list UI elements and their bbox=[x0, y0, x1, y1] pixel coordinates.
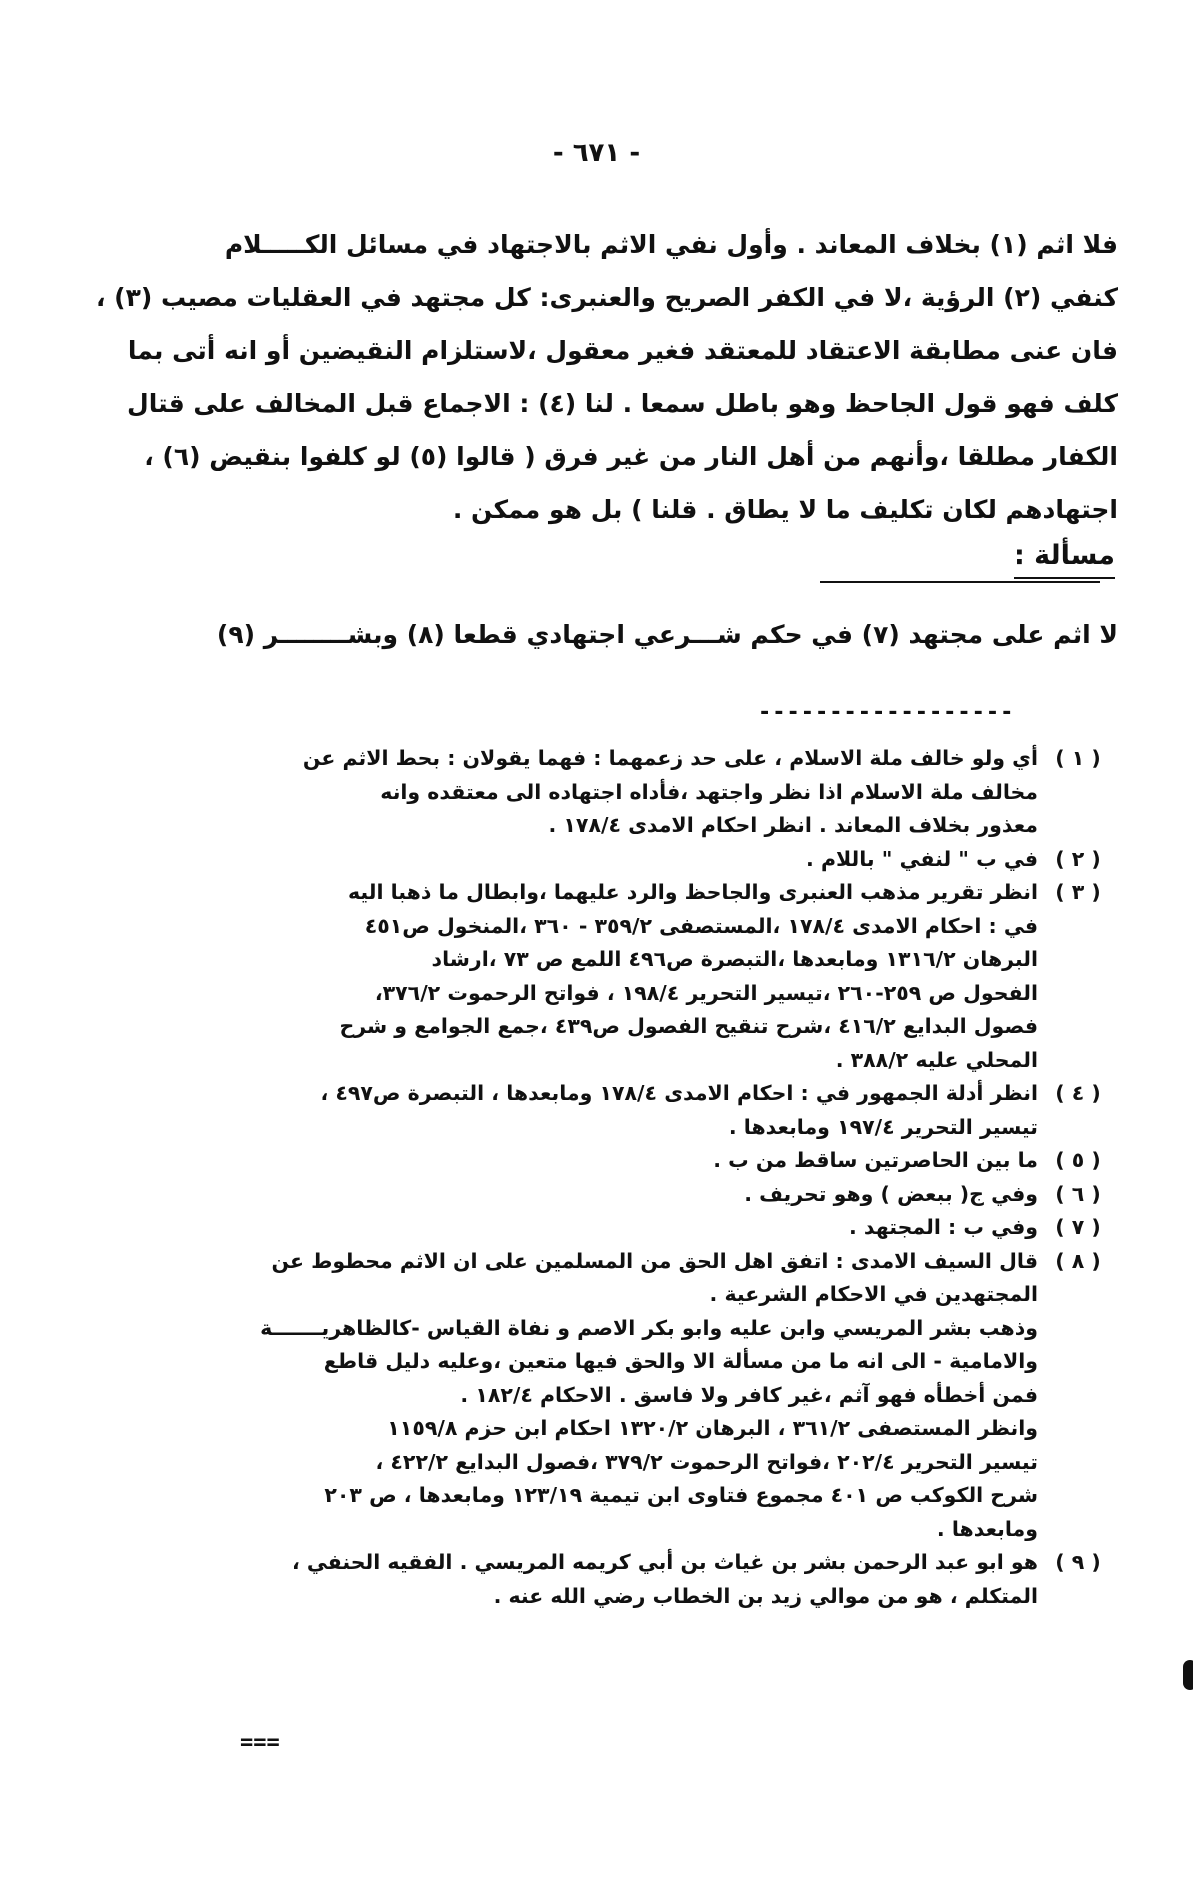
footnote-line: انظر أدلة الجمهور في : احكام الامدى ١٧٨/٤ ومابعدها ، التبصرة ص٤٩٧ ، bbox=[320, 1081, 1038, 1105]
footnote-text bbox=[58, 1245, 1038, 1547]
footnote-number: ( ٣ ) bbox=[1055, 880, 1101, 904]
footnote bbox=[58, 876, 1118, 1077]
footnote-text bbox=[58, 1077, 1038, 1144]
footnote-line: ما بين الحاصرتين ساقط من ب . bbox=[713, 1148, 1038, 1172]
body-line: كنفي (٢) الرؤية ،لا في الكفر الصريح والعنبرى: كل مجتهد في العقليات مصيب (٣) ، bbox=[95, 283, 1118, 312]
footnote-line: وذهب بشر المريسي وابن عليه وابو بكر الاصم و نفاة القياس -كالظاهريـــــــة bbox=[260, 1315, 1038, 1340]
footnote-line: البرهان ١٣١٦/٢ ومابعدها ،التبصرة ص٤٩٦ اللمع ص ٧٣ ،ارشاد bbox=[431, 947, 1038, 971]
footnote-line: في : احكام الامدى ١٧٨/٤ ،المستصفى ٣٥٩/٢ - ٣٦٠ ،المنخول ص٤٥١ bbox=[364, 913, 1038, 938]
footnote-line: انظر تقرير مذهب العنبرى والجاحظ والرد عليهما ،وابطال ما ذهبا اليه bbox=[347, 880, 1038, 904]
footnote-number: ( ٢ ) bbox=[1055, 846, 1101, 871]
footnote-number: ( ١ ) bbox=[1055, 746, 1101, 770]
footnote-text bbox=[58, 876, 1038, 1077]
footnote bbox=[58, 1077, 1118, 1144]
footnote-line: أي ولو خالف ملة الاسلام ، على حد زعمهما : فهما يقولان : بحط الاثم عن bbox=[302, 746, 1038, 770]
footnote-line: هو ابو عبد الرحمن بشر بن غياث بن أبي كريمه المريسي . الفقيه الحنفي ، bbox=[292, 1550, 1038, 1574]
footnote-line: تيسير التحرير ٢٠٢/٤ ،فواتح الرحموت ٣٧٩/٢ ،فصول البدايع ٤٢٢/٢ ، bbox=[375, 1449, 1038, 1474]
footnote bbox=[58, 1178, 1118, 1212]
issue-statement: لا اثم على مجتهد (٧) في حكم شـــرعي اجتهادي قطعا (٨) وبشــــــــر (٩) bbox=[216, 620, 1118, 649]
body-line: اجتهادهم لكان تكليف ما لا يطاق . قلنا ) بل هو ممكن . bbox=[452, 495, 1118, 524]
footnote-number: ( ٧ ) bbox=[1055, 1215, 1101, 1239]
footnote-line: ومابعدها . bbox=[936, 1516, 1038, 1541]
footnote-text bbox=[58, 1144, 1038, 1178]
footnote-line: وفي ب : المجتهد . bbox=[848, 1215, 1038, 1239]
footnote-number: ( ٥ ) bbox=[1055, 1148, 1101, 1172]
footnote-line: وفي ج( ببعض ) وهو تحريف . bbox=[744, 1181, 1038, 1206]
footnote bbox=[58, 843, 1118, 877]
footnote-line: وانظر المستصفى ٣٦١/٢ ، البرهان ١٣٢٠/٢ احكام ابن حزم ١١٥٩/٨ bbox=[387, 1416, 1038, 1440]
body-line: الكفار مطلقا ،وأنهم من أهل النار من غير فرق ( قالوا (٥) لو كلفوا بنقيض (٦) ، bbox=[144, 442, 1118, 471]
end-mark: === bbox=[240, 1730, 280, 1755]
footnote-line: فمن أخطأه فهو آثم ،غير كافر ولا فاسق . الاحكام ١٨٢/٤ . bbox=[460, 1382, 1038, 1407]
footnote-line: المتكلم ، هو من موالي زيد بن الخطاب رضي الله عنه . bbox=[493, 1583, 1038, 1608]
footnote bbox=[58, 1245, 1118, 1547]
body-line: فلا اثم (١) بخلاف المعاند . وأول نفي الاثم بالاجتهاد في مسائل الكـــــلام bbox=[224, 230, 1118, 259]
footnote-text bbox=[58, 742, 1038, 843]
footnote-line: مخالف ملة الاسلام اذا نظر واجتهد ،فأداه اجتهاده الى معتقده وانه bbox=[380, 779, 1038, 804]
footnote-text bbox=[58, 1211, 1038, 1245]
heading-underline bbox=[820, 581, 1100, 583]
footnote-line: فصول البدايع ٤١٦/٢ ،شرح تنقيح الفصول ص٤٣٩ ،جمع الجوامع و شرح bbox=[339, 1014, 1038, 1038]
footnote bbox=[58, 742, 1118, 843]
footnote-line: المحلي عليه ٣٨٨/٢ . bbox=[835, 1047, 1038, 1072]
footnote-line: شرح الكوكب ص ٤٠١ مجموع فتاوى ابن تيمية ١٢٣/١٩ ومابعدها ، ص ٢٠٣ bbox=[324, 1483, 1038, 1507]
footnotes bbox=[58, 742, 1118, 1613]
footnote-number: ( ٤ ) bbox=[1055, 1081, 1101, 1105]
footnote-text bbox=[58, 1178, 1038, 1212]
footnote-number: ( ٦ ) bbox=[1055, 1181, 1101, 1206]
footnote bbox=[58, 1546, 1118, 1613]
footnote-line: في ب " لنفي " باللام . bbox=[806, 846, 1038, 871]
page-number: - ٦٧١ - bbox=[552, 138, 641, 168]
scan-edge-mark bbox=[1183, 1660, 1193, 1690]
footnote-separator: ------------------ bbox=[758, 700, 1015, 725]
footnote-number: ( ٨ ) bbox=[1055, 1248, 1101, 1273]
footnote-text bbox=[58, 843, 1038, 877]
footnote-number: ( ٩ ) bbox=[1055, 1550, 1101, 1574]
footnote-line: معذور بخلاف المعاند . انظر احكام الامدى ١٧٨/٤ . bbox=[548, 813, 1038, 837]
footnote bbox=[58, 1144, 1118, 1178]
section-heading: مسألة : bbox=[1014, 540, 1115, 579]
footnote-line: المجتهدين في الاحكام الشرعية . bbox=[709, 1282, 1038, 1306]
body-line: كلف فهو قول الجاحظ وهو باطل سمعا . لنا (٤) : الاجماع قبل المخالف على قتال bbox=[127, 389, 1118, 418]
footnote-line: قال السيف الامدى : اتفق اهل الحق من المسلمين على ان الاثم محطوط عن bbox=[271, 1248, 1038, 1273]
footnote-line: تيسير التحرير ١٩٧/٤ ومابعدها . bbox=[728, 1114, 1038, 1139]
main-text bbox=[78, 218, 1118, 536]
footnote-line: والامامية - الى انه ما من مسألة الا والحق فيها متعين ،وعليه دليل قاطع bbox=[323, 1349, 1038, 1373]
footnote-line: الفحول ص ٢٥٩-٢٦٠ ،تيسير التحرير ١٩٨/٤ ، فواتح الرحموت ٣٧٦/٢، bbox=[374, 980, 1038, 1005]
body-line: فان عنى مطابقة الاعتقاد للمعتقد فغير معقول ،لاستلزام النقيضين أو انه أتى بما bbox=[127, 336, 1118, 365]
footnote-text bbox=[58, 1546, 1038, 1613]
footnote bbox=[58, 1211, 1118, 1245]
